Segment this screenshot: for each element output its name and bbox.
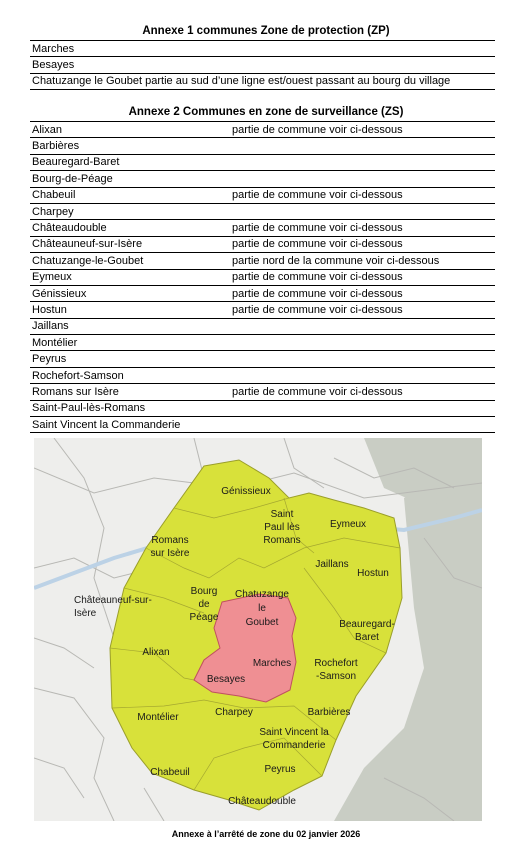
commune-cell: Chatuzange le Goubet partie au sud d’une ligne est/ouest passant au bourg du village <box>30 73 495 89</box>
table-row <box>30 253 495 269</box>
note-cell <box>230 138 495 154</box>
commune-cell: Châteaudouble <box>30 220 230 236</box>
map-label: Peyrus <box>264 764 296 775</box>
note-cell: partie de commune voir ci-dessous <box>230 302 495 318</box>
note-cell: partie de commune voir ci-dessous <box>230 236 495 252</box>
commune-cell: Beauregard-Baret <box>30 154 230 170</box>
commune-cell: Peyrus <box>30 351 230 367</box>
commune-cell: Charpey <box>30 203 230 219</box>
commune-cell: Bourg-de-Péage <box>30 171 230 187</box>
map-label: Chatuzange le Goubet <box>235 589 289 628</box>
map-label: Saint Paul lès Romans <box>263 509 301 546</box>
commune-cell: Romans sur Isère <box>30 384 230 400</box>
commune-cell: Marches <box>30 41 495 57</box>
commune-cell: Saint-Paul-lès-Romans <box>30 400 230 416</box>
table-row <box>30 367 495 383</box>
commune-cell: Eymeux <box>30 269 230 285</box>
commune-cell: Rochefort-Samson <box>30 367 230 383</box>
note-cell: partie de commune voir ci-dessous <box>230 269 495 285</box>
map-label: Alixan <box>142 647 170 658</box>
note-cell <box>230 335 495 351</box>
table-row <box>30 73 495 89</box>
note-cell: partie de commune voir ci-dessous <box>230 187 495 203</box>
note-cell: partie de commune voir ci-dessous <box>230 285 495 301</box>
table-row <box>30 154 495 170</box>
map-label: Saint Vincent la Commanderie <box>259 727 329 751</box>
footer-note: Annexe à l’arrêté de zone du 02 janvier 2026 <box>171 829 361 839</box>
map-label: Génissieux <box>221 486 271 497</box>
table-row <box>30 122 495 138</box>
map-label: Montélier <box>137 712 179 723</box>
note-cell: partie de commune voir ci-dessous <box>230 122 495 138</box>
table-row <box>30 57 495 73</box>
map-label: Châteauneuf-sur-Isère <box>74 595 152 619</box>
note-cell: partie de commune voir ci-dessous <box>230 220 495 236</box>
table-row <box>30 41 495 57</box>
table-row <box>30 400 495 416</box>
map-label: Eymeux <box>329 519 367 530</box>
note-cell <box>230 351 495 367</box>
table-row <box>30 269 495 285</box>
note-cell <box>230 417 495 433</box>
commune-cell: Alixan <box>30 122 230 138</box>
map-label: Barbières <box>307 707 351 718</box>
table-row <box>30 203 495 219</box>
zone-map <box>34 438 482 821</box>
map-label: Jaillans <box>315 559 349 570</box>
note-cell <box>230 154 495 170</box>
table-row <box>30 417 495 433</box>
map-label: Châteaudouble <box>228 796 296 807</box>
map-label: Hostun <box>357 568 389 579</box>
commune-cell: Barbières <box>30 138 230 154</box>
note-cell: partie nord de la commune voir ci-dessous <box>230 253 495 269</box>
map-label: Romans sur Isère <box>150 535 190 559</box>
commune-cell: Chatuzange-le-Goubet <box>30 253 230 269</box>
table-row <box>30 318 495 334</box>
table-row <box>30 302 495 318</box>
commune-cell: Chabeuil <box>30 187 230 203</box>
note-cell <box>230 367 495 383</box>
map-label: Charpey <box>215 707 253 718</box>
commune-cell: Besayes <box>30 57 495 73</box>
table-row <box>30 220 495 236</box>
table-row <box>30 335 495 351</box>
table-row <box>30 187 495 203</box>
map-label: Marches <box>252 658 292 669</box>
note-cell <box>230 171 495 187</box>
map-label: Rochefort -Samson <box>314 658 358 682</box>
annex2-title: Annexe 2 Communes en zone de surveillance (ZS) <box>128 106 404 118</box>
commune-cell: Montélier <box>30 335 230 351</box>
table-row <box>30 171 495 187</box>
zone-map-svg <box>34 438 482 821</box>
map-label: Beauregard-Baret <box>339 619 395 643</box>
map-label: Chabeuil <box>150 767 190 778</box>
commune-cell: Génissieux <box>30 285 230 301</box>
table-row <box>30 351 495 367</box>
protection-zone-table <box>30 40 495 90</box>
table-row <box>30 138 495 154</box>
note-cell <box>230 400 495 416</box>
table-row <box>30 236 495 252</box>
commune-cell: Châteauneuf-sur-Isère <box>30 236 230 252</box>
map-label: Bourg de Péage <box>189 586 219 623</box>
commune-cell: Jaillans <box>30 318 230 334</box>
commune-cell: Hostun <box>30 302 230 318</box>
map-label: Besayes <box>206 674 246 685</box>
note-cell <box>230 203 495 219</box>
note-cell: partie de commune voir ci-dessous <box>230 384 495 400</box>
note-cell <box>230 318 495 334</box>
table-row <box>30 384 495 400</box>
annex1-title: Annexe 1 communes Zone de protection (ZP) <box>142 25 390 37</box>
commune-cell: Saint Vincent la Commanderie <box>30 417 230 433</box>
surveillance-zone-table <box>30 121 495 433</box>
table-row <box>30 285 495 301</box>
